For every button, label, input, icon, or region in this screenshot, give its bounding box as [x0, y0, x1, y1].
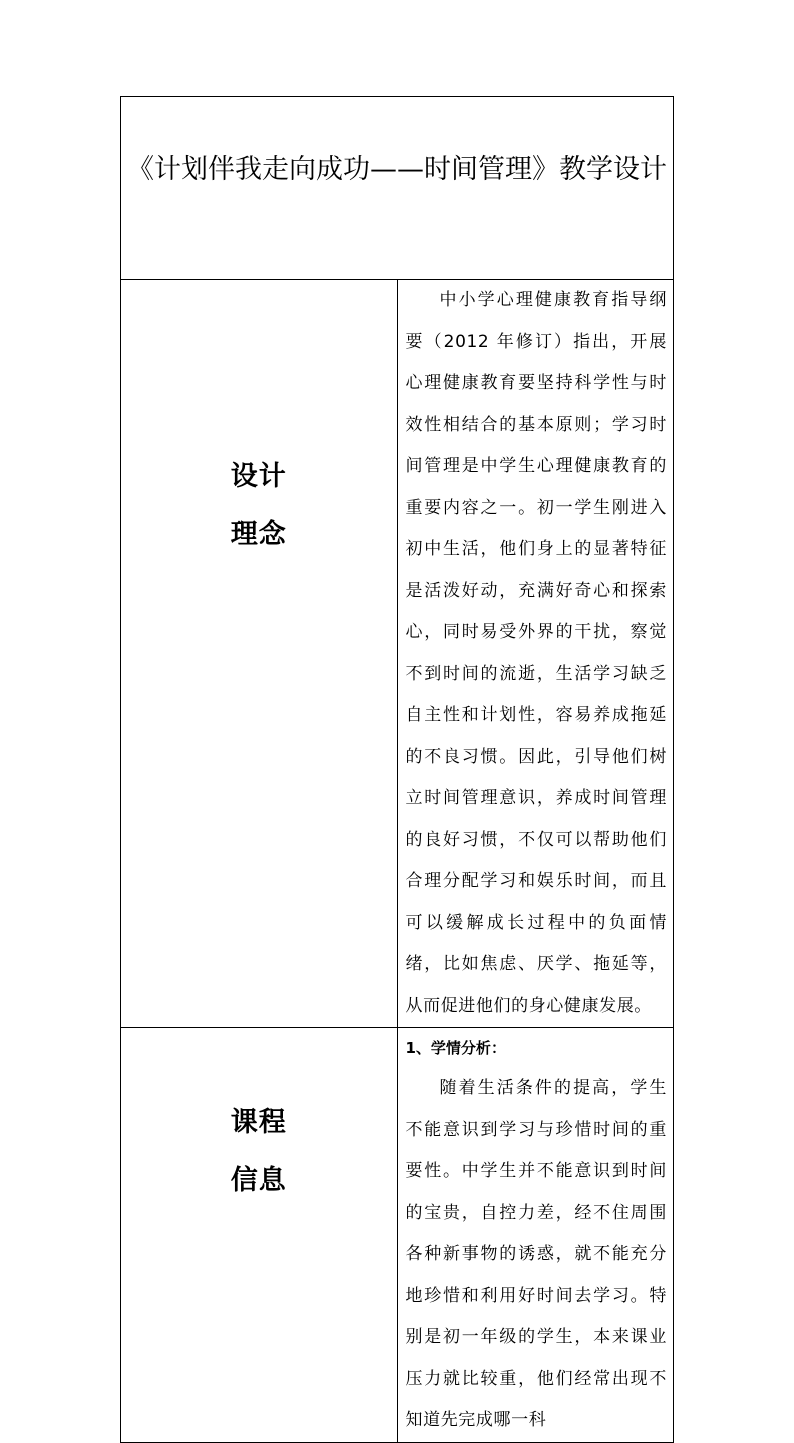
design-concept-label-cell — [121, 280, 398, 1028]
title-cell — [121, 97, 674, 280]
course-info-row — [121, 1028, 674, 1443]
design-concept-label-line1: 设计 — [230, 461, 287, 492]
design-concept-label — [121, 280, 397, 564]
document-title: 《计划伴我走向成功——时间管理》教学设计 — [127, 153, 667, 185]
course-info-label-line2: 信息 — [230, 1165, 287, 1196]
course-info-label — [121, 1028, 397, 1210]
lesson-plan-table — [120, 96, 674, 1443]
design-concept-paragraph: 中小学心理健康教育指导纲要（2012 年修订）指出，开展心理健康教育要坚持科学性与时效性相结合的基本原则；学习时间管理是中学生心理健康教育的重要内容之一。初一学生刚进入初中生活，他们身上的显著特征是活泼好动，充满好奇心和探索心，同时易受外界的干扰，察觉不到时间的流逝，生活学习缺乏自主性和计划性，容易养成拖延的不良习惯。因此，引导他们树立时间管理意识，养成时间管理的良好习惯，不仅可以帮助他们合理分配学习和娱乐时间，而且可以缓解成长过程中的负面情绪，比如焦虑、厌学、拖延等，从而促进他们的身心健康发展。 — [405, 290, 667, 1016]
title-row — [121, 97, 674, 280]
course-info-label-cell — [121, 1028, 398, 1443]
course-info-label-line1: 课程 — [230, 1107, 287, 1138]
course-info-content-cell — [397, 1028, 674, 1443]
student-analysis-paragraph: 随着生活条件的提高，学生不能意识到学习与珍惜时间的重要性。中学生并不能意识到时间的宝贵，自控力差，经不住周围各种新事物的诱惑，就不能充分地珍惜和利用好时间去学习。特别是初一年级的学生，本来课业压力就比较重，他们经常出现不知道先完成哪一科 — [405, 1078, 667, 1430]
design-concept-label-line2: 理念 — [230, 519, 287, 550]
design-concept-row — [121, 280, 674, 1028]
student-analysis-heading: 1、学情分析： — [405, 1039, 506, 1057]
design-concept-content-cell — [397, 280, 674, 1028]
